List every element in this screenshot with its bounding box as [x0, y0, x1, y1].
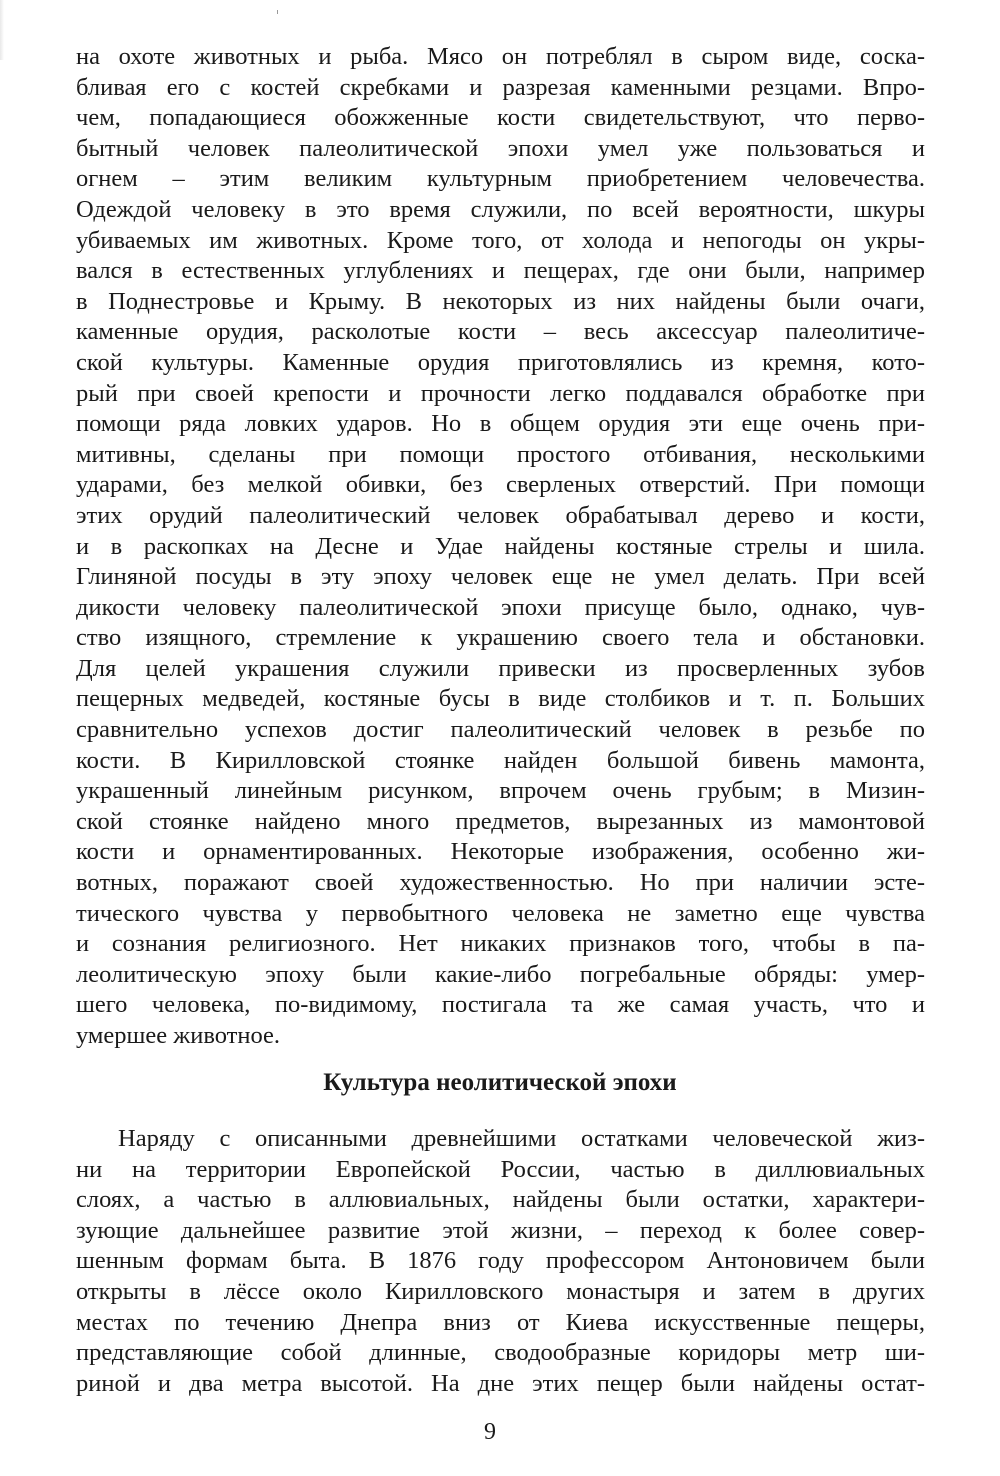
text-line: Для целей украшения служили привески из просверленных зубов	[76, 654, 925, 682]
text-line: чем, попадающиеся обожженные кости свидетельствуют, что перво-	[76, 104, 925, 132]
text-line: представляющие собой длинные, сводообразные коридоры метр ши-	[76, 1339, 925, 1367]
scan-edge-shadow	[0, 0, 4, 60]
text-line: ской культуры. Каменные орудия приготовлялись из кремня, кото-	[76, 348, 925, 376]
text-line: Одеждой человеку в это время служили, по всей вероятности, шкуры	[76, 195, 925, 223]
text-line: каменные орудия, расколотые кости – весь аксессуар палеолитиче-	[76, 318, 925, 346]
paragraph-neolithic-culture	[76, 1124, 925, 1399]
text-line: ство изящного, стремление к украшению своего тела и обстановки.	[76, 624, 925, 652]
text-line: вался в естественных углублениях и пещерах, где они были, например	[76, 257, 925, 285]
text-line: вотных, поражают своей художественностью. Но при наличии эсте-	[76, 869, 925, 897]
text-line: ской стоянке найдено много предметов, вырезанных из мамонтовой	[76, 807, 925, 835]
text-line: бливая его с костей скребками и разрезая каменными резцами. Впро-	[76, 73, 925, 101]
text-line: этих орудий палеолитический человек обрабатывал дерево и кости,	[76, 501, 925, 529]
text-line: и в раскопках на Десне и Удае найдены костяные стрелы и шила.	[76, 532, 925, 560]
text-line: Наряду с описанными древнейшими остатками человеческой жиз-	[118, 1125, 925, 1152]
text-line: и сознания религиозного. Нет никаких признаков того, чтобы в па-	[76, 930, 925, 958]
text-line: в Поднестровье и Крыму. В некоторых из них найдены были очаги,	[76, 287, 925, 315]
text-line: ударами, без мелкой обивки, без сверленых отверстий. При помощи	[76, 471, 925, 499]
text-line: слоях, а частью в аллювиальных, найдены были остатки, характери-	[76, 1186, 925, 1214]
text-line: сравнительно успехов достиг палеолитический человек в резьбе по	[76, 716, 925, 744]
text-line: риной и два метра высотой. На дне этих пещер были найдены остат-	[76, 1369, 925, 1397]
text-line: открыты в лёссе около Кирилловского монастыря и затем в других	[76, 1277, 925, 1305]
paragraph-paleolithic-culture	[76, 42, 925, 1052]
text-line: убиваемых им животных. Кроме того, от холода и непогоды он укры-	[76, 226, 925, 254]
scan-speck	[277, 10, 278, 14]
section-heading: Культура неолитической эпохи	[323, 1069, 677, 1096]
text-line: помощи ряда ловких ударов. Но в общем орудия эти еще очень при-	[76, 410, 925, 438]
text-line: ни на территории Европейской России, частью в диллювиальных	[76, 1155, 925, 1183]
text-line: украшенный линейным рисунком, впрочем очень грубым; в Мизин-	[76, 777, 925, 805]
text-line: дикости человеку палеолитической эпохи присуще было, однако, чув-	[76, 593, 925, 621]
page-number: 9	[484, 1419, 496, 1445]
text-line: леолитическую эпоху были какие-либо погребальные обряды: умер-	[76, 960, 925, 988]
text-line: бытный человек палеолитической эпохи умел уже пользоваться и	[76, 134, 925, 162]
text-line: кости и орнаментированных. Некоторые изображения, особенно жи-	[76, 838, 925, 866]
text-line: шенным формам быта. В 1876 году профессором Антоновичем были	[76, 1247, 925, 1275]
text-line: рый при своей крепости и прочности легко поддавался обработке при	[76, 379, 925, 407]
text-line: местах по течению Днепра вниз от Киева искусственные пещеры,	[76, 1308, 925, 1336]
text-line: огнем – этим великим культурным приобретением человечества.	[76, 165, 925, 193]
text-line: шего человека, по-видимому, постигала та же самая участь, что и	[76, 991, 925, 1019]
text-line: митивны, сделаны при помощи простого отбивания, несколькими	[76, 440, 925, 468]
text-line: на охоте животных и рыба. Мясо он потреблял в сыром виде, соска-	[76, 43, 925, 70]
text-line: пещерных медведей, костяные бусы в виде столбиков и т. п. Больших	[76, 685, 925, 713]
text-line: кости. В Кирилловской стоянке найден большой бивень мамонта,	[76, 746, 925, 774]
text-line: умершее животное.	[76, 1022, 281, 1049]
text-line: зующие дальнейшее развитие этой жизни, – переход к более совер-	[76, 1216, 925, 1244]
text-line: тического чувства у первобытного человека не заметно еще чувства	[76, 899, 925, 927]
text-line: Глиняной посуды в эту эпоху человек еще не умел делать. При всей	[76, 563, 925, 591]
